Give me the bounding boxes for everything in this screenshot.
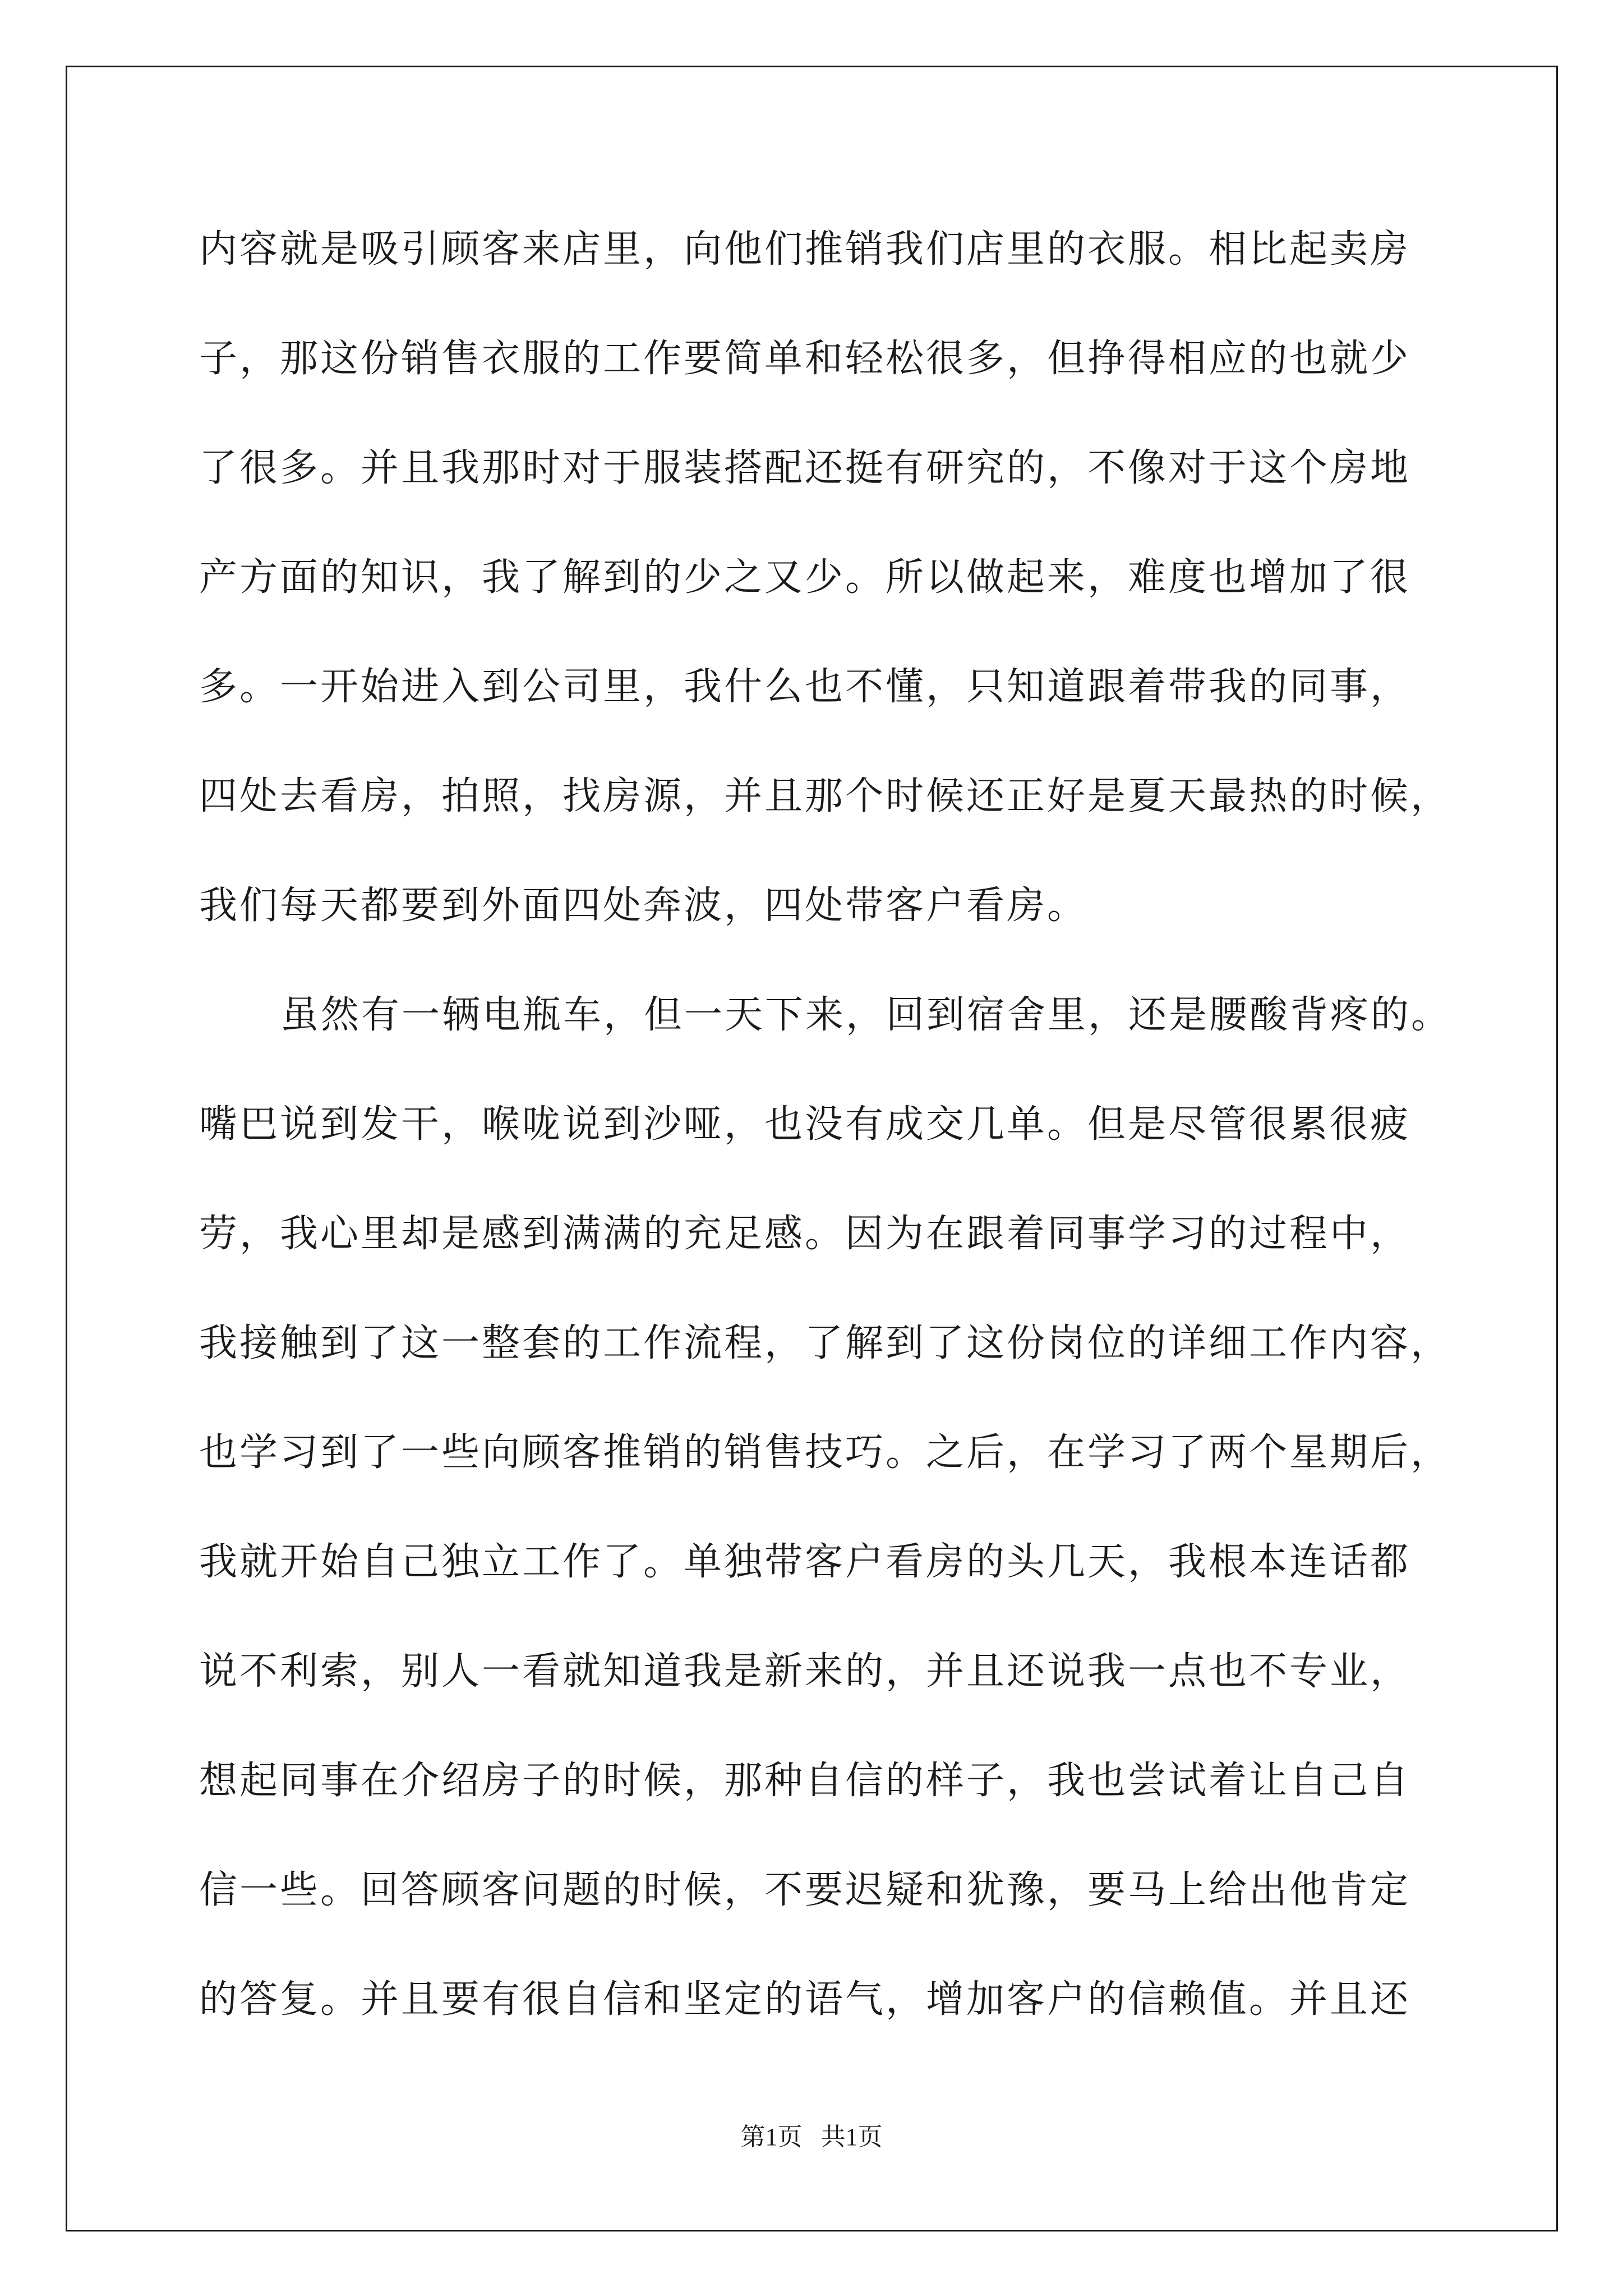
text-line: 的答复。并且要有很自信和坚定的语气，增加客户的信赖值。并且还 <box>199 1977 1411 2022</box>
text-line: 四处去看房，拍照，找房源，并且那个时候还正好是夏天最热的时候， <box>199 774 1451 818</box>
text-line: 想起同事在介绍房子的时候，那种自信的样子，我也尝试着让自己自 <box>199 1759 1411 1803</box>
text-line: 我接触到了这一整套的工作流程，了解到了这份岗位的详细工作内容， <box>199 1321 1451 1365</box>
text-line: 虽然有一辆电瓶车，但一天下来，回到宿舍里，还是腰酸背疼的。 <box>280 993 1452 1037</box>
document-body <box>199 219 1455 2078</box>
text-line: 内容就是吸引顾客来店里，向他们推销我们店里的衣服。相比起卖房 <box>199 227 1411 272</box>
text-line: 也学习到了一些向顾客推销的销售技巧。之后，在学习了两个星期后， <box>199 1430 1451 1475</box>
text-line: 说不利索，别人一看就知道我是新来的，并且还说我一点也不专业， <box>199 1649 1411 1694</box>
text-line: 信一些。回答顾客问题的时候，不要迟疑和犹豫，要马上给出他肯定 <box>199 1868 1411 1912</box>
text-line: 我就开始自己独立工作了。单独带客户看房的头几天，我根本连话都 <box>199 1540 1411 1584</box>
page-footer: 第1页 共1页 <box>740 2123 883 2151</box>
text-line: 劳，我心里却是感到满满的充足感。因为在跟着同事学习的过程中， <box>199 1212 1411 1256</box>
text-line: 产方面的知识，我了解到的少之又少。所以做起来，难度也增加了很 <box>199 555 1411 600</box>
text-line: 嘴巴说到发干，喉咙说到沙哑，也没有成交几单。但是尽管很累很疲 <box>199 1102 1411 1147</box>
text-line: 子，那这份销售衣服的工作要简单和轻松很多，但挣得相应的也就少 <box>199 337 1411 381</box>
text-line: 多。一开始进入到公司里，我什么也不懂，只知道跟着带我的同事， <box>199 665 1411 709</box>
text-line: 了很多。并且我那时对于服装搭配还挺有研究的，不像对于这个房地 <box>199 446 1411 490</box>
text-line: 我们每天都要到外面四处奔波，四处带客户看房。 <box>199 884 1088 928</box>
